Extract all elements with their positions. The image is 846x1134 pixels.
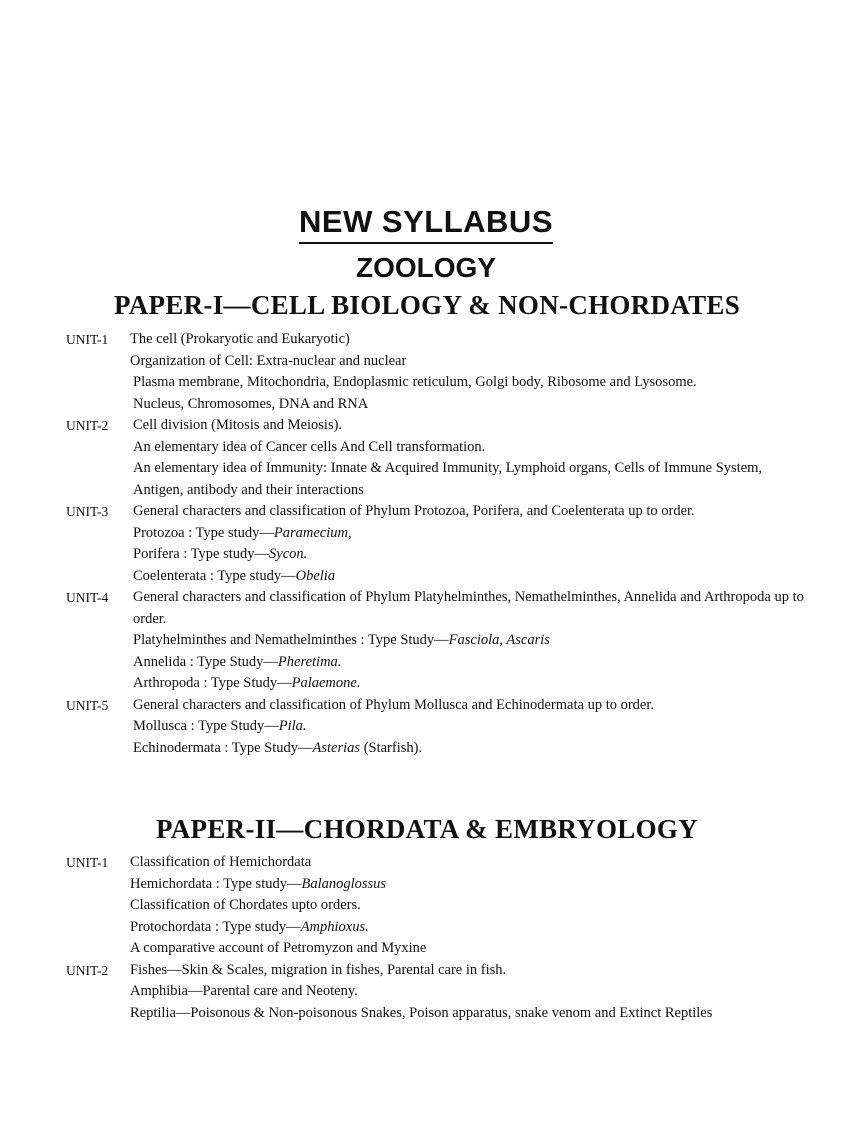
line-text: Protozoa : Type study— bbox=[133, 524, 274, 541]
unit-line: Amphibia—Parental care and Neoteny. bbox=[130, 983, 358, 999]
unit-label: UNIT-3 bbox=[66, 504, 109, 519]
type-study-organism: Obelia bbox=[295, 567, 336, 584]
paper-2-title: PAPER-II—CHORDATA & EMBRYOLOGY bbox=[155, 814, 699, 844]
unit-label: UNIT-5 bbox=[66, 697, 109, 713]
paper-2-units bbox=[0, 852, 846, 1024]
unit-line: Classification of Chordates upto orders. bbox=[130, 897, 361, 913]
unit-line bbox=[133, 523, 806, 545]
type-study-organism: Palaemone. bbox=[291, 675, 361, 691]
unit-line bbox=[133, 716, 806, 738]
paper-2-unit-2 bbox=[0, 960, 846, 1025]
unit-line: Reptilia—Poisonous & Non-poisonous Snakes, Poison apparatus, snake venom and Extinct Reptiles bbox=[130, 1004, 713, 1021]
line-text: Protochordata : Type study— bbox=[130, 918, 301, 935]
type-study-organism: Asterias bbox=[312, 739, 361, 756]
paper-1-unit-2 bbox=[0, 415, 846, 501]
unit-line bbox=[130, 917, 806, 939]
unit-line bbox=[133, 566, 806, 588]
paper-2-unit-1 bbox=[0, 852, 846, 960]
unit-line: General characters and classification of Phylum Mollusca and Echinodermata up to order. bbox=[133, 696, 655, 713]
unit-line bbox=[133, 652, 806, 674]
paper-1-unit-1 bbox=[0, 329, 846, 415]
unit-line: An elementary idea of Cancer cells And Cell transformation. bbox=[133, 438, 486, 455]
unit-label: UNIT-1 bbox=[66, 332, 109, 347]
line-text: Mollusca : Type Study— bbox=[133, 718, 279, 734]
line-text: Porifera : Type study— bbox=[133, 546, 270, 562]
paper-1-unit-3 bbox=[0, 501, 846, 587]
unit-line bbox=[133, 738, 806, 760]
line-text-suffix: (Starfish). bbox=[360, 739, 423, 756]
line-text: Coelenterata : Type study— bbox=[133, 567, 296, 584]
unit-label: UNIT-4 bbox=[66, 590, 109, 605]
unit-line: An elementary idea of Immunity: Innate & Acquired Immunity, Lymphoid organs, Cells of Immune System, Antigen, antibody and their interactions bbox=[133, 460, 763, 498]
unit-line bbox=[133, 630, 806, 652]
document-title: NEW SYLLABUS bbox=[299, 204, 553, 244]
unit-line: Fishes—Skin & Scales, migration in fishes, Parental care in fish. bbox=[130, 961, 507, 978]
unit-line bbox=[130, 874, 806, 896]
unit-line: Plasma membrane, Mitochondria, Endoplasmic reticulum, Golgi body, Ribosome and Lysosome. bbox=[133, 374, 697, 390]
paper-1-units bbox=[0, 329, 846, 759]
unit-line: A comparative account of Petromyzon and Myxine bbox=[130, 940, 427, 956]
type-study-organism: Pheretima. bbox=[277, 653, 342, 670]
paper-1-unit-5 bbox=[0, 695, 846, 760]
unit-label: UNIT-1 bbox=[66, 855, 109, 870]
line-text: Annelida : Type Study— bbox=[133, 653, 278, 670]
subject-title: ZOOLOGY bbox=[356, 252, 496, 283]
line-text: Hemichordata : Type study— bbox=[130, 875, 302, 892]
line-text: Arthropoda : Type Study— bbox=[133, 675, 292, 691]
paper-1-title: PAPER-I—CELL BIOLOGY & NON-CHORDATES bbox=[113, 290, 741, 320]
unit-line: Nucleus, Chromosomes, DNA and RNA bbox=[133, 395, 369, 412]
unit-line: Cell division (Mitosis and Meiosis). bbox=[133, 417, 343, 433]
unit-line: General characters and classification of Phylum Platyhelminthes, Nemathelminthes, Annelida and Arthropoda up to order. bbox=[133, 589, 804, 627]
unit-line: General characters and classification of Phylum Protozoa, Porifera, and Coelenterata up to order. bbox=[133, 503, 695, 519]
type-study-organism: Sycon. bbox=[269, 546, 308, 562]
syllabus-header bbox=[0, 204, 846, 284]
unit-line bbox=[133, 544, 806, 566]
unit-line: The cell (Prokaryotic and Eukaryotic) bbox=[130, 331, 350, 347]
line-text: Echinodermata : Type Study— bbox=[133, 739, 313, 756]
type-study-organism: Fasciola, Ascaris bbox=[448, 632, 550, 648]
unit-line: Organization of Cell: Extra-nuclear and nuclear bbox=[130, 352, 407, 369]
unit-label: UNIT-2 bbox=[66, 418, 109, 433]
unit-line: Classification of Hemichordata bbox=[130, 854, 312, 870]
paper-1-unit-4 bbox=[0, 587, 846, 695]
unit-label: UNIT-2 bbox=[66, 962, 109, 978]
type-study-organism: Pila. bbox=[278, 718, 307, 734]
unit-line bbox=[133, 673, 806, 695]
type-study-organism: Amphioxus. bbox=[300, 918, 369, 935]
type-study-organism: Balanoglossus bbox=[301, 875, 387, 892]
type-study-organism: Paramecium, bbox=[273, 524, 352, 541]
line-text: Platyhelminthes and Nemathelminthes : Type Study— bbox=[133, 632, 449, 648]
